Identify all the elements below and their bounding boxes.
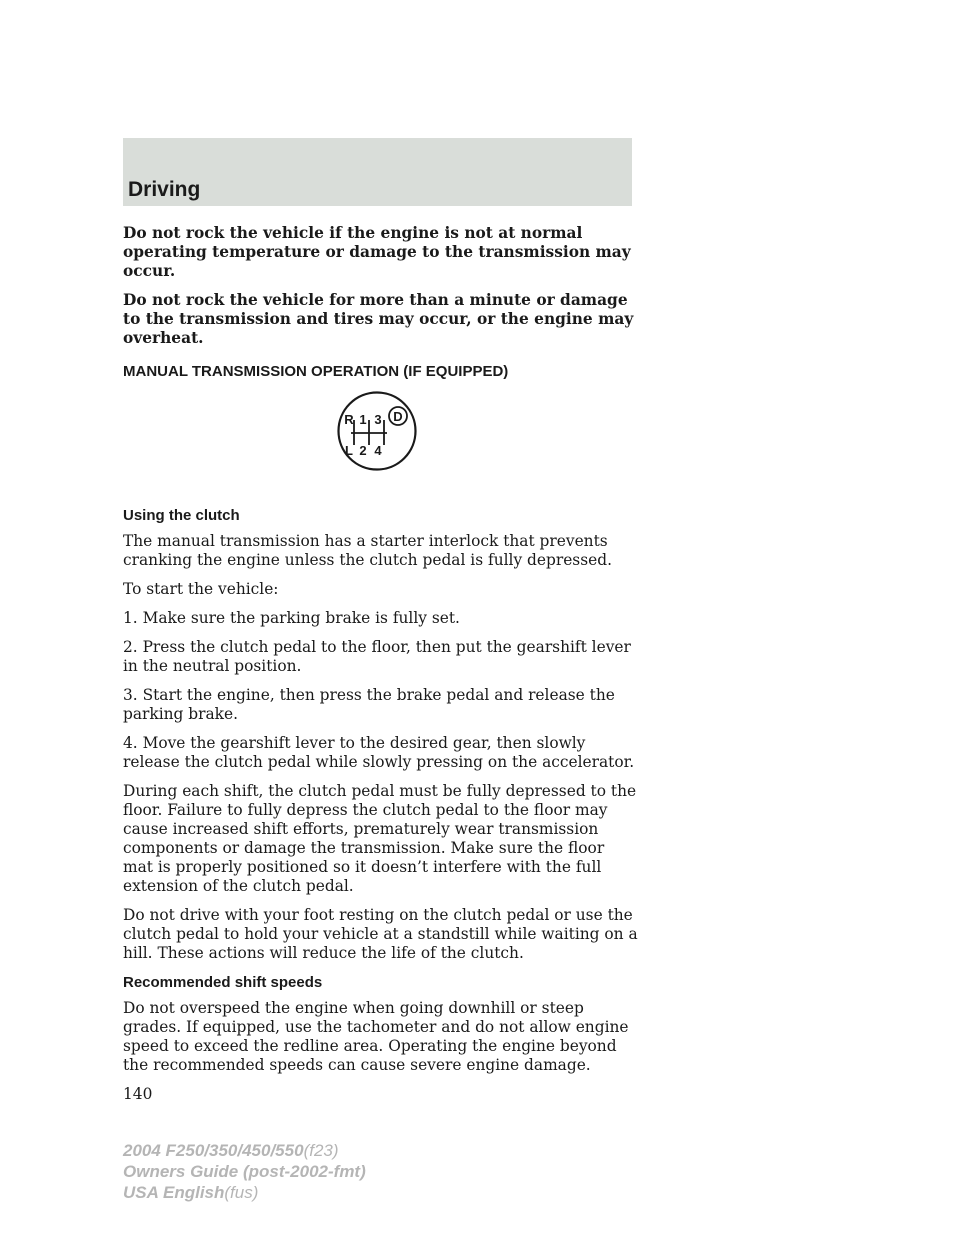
gear-label: R	[344, 412, 354, 427]
shift-pattern-icon	[337, 391, 417, 471]
gear-label: 2	[359, 443, 367, 458]
gear-label: 4	[374, 443, 382, 458]
shift-pattern-diagram	[123, 381, 638, 506]
gear-label: 1	[359, 412, 367, 427]
footer-model: 2004 F250/350/450/550	[123, 1141, 304, 1160]
warning-paragraph: Do not rock the vehicle for more than a minute or damage to the transmission and tires may occur, or the engine may overheat.	[123, 291, 634, 347]
shift-speeds-heading: Recommended shift speeds	[123, 974, 323, 991]
body-paragraph: To start the vehicle:	[123, 580, 279, 598]
footer-language: USA English	[123, 1183, 225, 1202]
page-content	[123, 224, 638, 1104]
step-item: 4. Move the gearshift lever to the desired gear, then slowly release the clutch pedal while slowly pressing on the accelerator.	[123, 734, 635, 771]
footer-code: (fus)	[224, 1183, 259, 1202]
footer-line: Owners Guide (post-2002-fmt)	[123, 1162, 366, 1181]
gear-label: 3	[374, 412, 382, 427]
step-item: 2. Press the clutch pedal to the floor, then put the gearshift lever in the neutral position.	[123, 638, 631, 675]
gear-label: L	[345, 443, 353, 458]
footer-line	[123, 1140, 366, 1161]
step-item: 3. Start the engine, then press the brake pedal and release the parking brake.	[123, 686, 615, 723]
body-paragraph: During each shift, the clutch pedal must be fully depressed to the floor. Failure to fully depress the clutch pedal to the floor may cause increased shift efforts, prematurely wear transmission components or damage the transmission. Make sure the floor mat is properly positioned so it doesn’t interfere with the full extension of the clutch pedal.	[123, 782, 637, 895]
body-paragraph: Do not overspeed the engine when going downhill or steep grades. If equipped, use the tachometer and do not allow engine speed to exceed the redline area. Operating the engine beyond the recommended speeds can cause severe engine damage.	[123, 999, 629, 1074]
document-footer	[123, 1140, 366, 1203]
body-paragraph: Do not drive with your foot resting on the clutch pedal or use the clutch pedal to hold your vehicle at a standstill while waiting on a hill. These actions will reduce the life of the clutch.	[123, 906, 638, 962]
using-clutch-heading: Using the clutch	[123, 507, 240, 524]
gear-label: D	[393, 409, 403, 424]
footer-line	[123, 1182, 366, 1203]
footer-code: (f23)	[303, 1141, 339, 1160]
page-number: 140	[123, 1085, 153, 1103]
step-item: 1. Make sure the parking brake is fully set.	[123, 609, 460, 627]
body-paragraph: The manual transmission has a starter interlock that prevents cranking the engine unless the clutch pedal is fully depressed.	[123, 532, 612, 569]
manual-transmission-heading: MANUAL TRANSMISSION OPERATION (IF EQUIPPED)	[123, 363, 509, 380]
warning-paragraph: Do not rock the vehicle if the engine is not at normal operating temperature or damage to the transmission may occur.	[123, 224, 631, 280]
section-title-driving: Driving	[128, 178, 201, 201]
